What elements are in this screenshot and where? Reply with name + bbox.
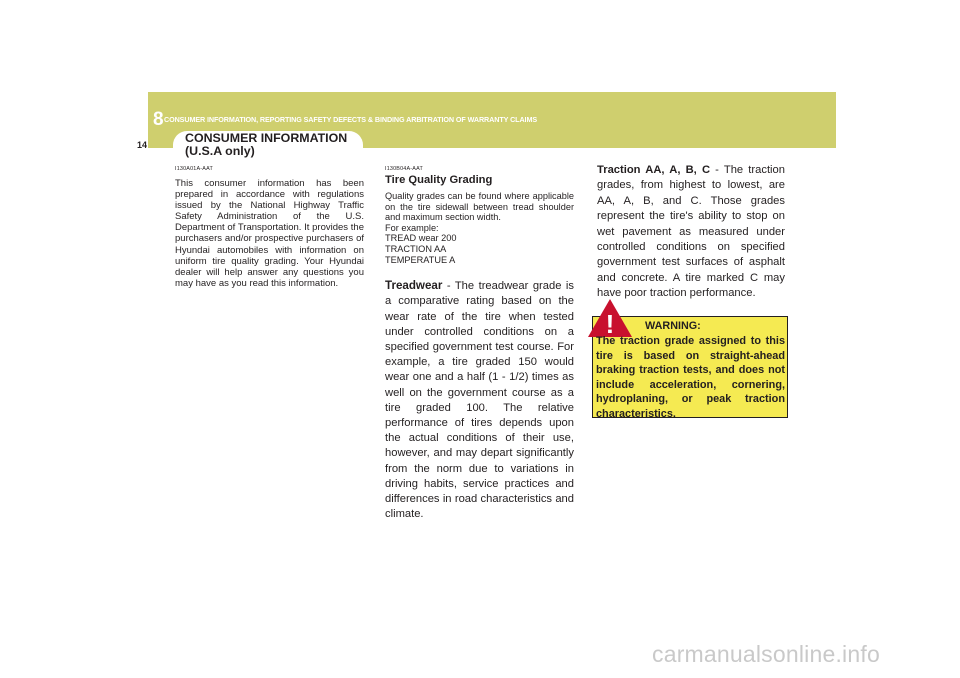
column-traction xyxy=(597,163,785,302)
treadwear-paragraph xyxy=(385,278,574,522)
watermark: carmanualsonline.info xyxy=(652,641,880,667)
section-code: I130B04A-AAT xyxy=(385,166,423,172)
chapter-number: 8 xyxy=(153,109,164,130)
svg-text:!: ! xyxy=(605,309,615,338)
section-title xyxy=(185,132,347,158)
tire-quality-intro: Quality grades can be found where applicable on the tire sidewall between tread shoulder and maximum section width. xyxy=(385,191,574,223)
tire-quality-heading: Tire Quality Grading xyxy=(385,174,493,186)
example-line-traction: TRACTION AA xyxy=(385,243,447,254)
example-line-temperature: TEMPERATUE A xyxy=(385,254,456,265)
page-number: 14 xyxy=(137,140,148,150)
chapter-title: CONSUMER INFORMATION, REPORTING SAFETY DEFECTS & BINDING ARBITRATION OF WARRANTY CLAIMS xyxy=(164,115,538,124)
example-label: For example: xyxy=(385,222,439,233)
column-consumer-info xyxy=(175,166,364,289)
treadwear-text: - The treadwear grade is a comparative rating based on the wear rate of the tire when tested under controlled conditions on a specified government test course. For example, a tire graded 150 would wear one and a half (1 - 1/2) times as well on the government course as a tire graded 100. The relative performance of tires depends upon the actual conditions of their use, however, and may depart significantly from the norm due to variations in driving habits, service practices and differences in road characteristics and climate. xyxy=(385,280,574,521)
warning-title: WARNING: xyxy=(645,320,701,332)
consumer-info-paragraph: This consumer information has been prepared in accordance with regulations issued by the National Highway Traffic Safety Administration of the U.S. Department of Transportation. It provides the purchasers and/or prospective purchasers of Hyundai automobiles with information on uniform tire quality grading. Your Hyundai dealer will help answer any questions you may have as you read this information. xyxy=(175,178,364,289)
section-code: I130A01A-AAT xyxy=(175,166,213,172)
warning-triangle-icon xyxy=(587,298,633,338)
treadwear-term: Treadwear xyxy=(385,279,443,293)
warning-text: The traction grade assigned to this tire is based on straight-ahead braking traction tests, and does not include acceleration, cornering, hydroplaning, or peak traction characteristics. xyxy=(596,335,785,420)
column-tire-quality xyxy=(385,166,574,522)
traction-text: - The traction grades, from highest to lowest, are AA, A, B, and C. Those grades represent the tire's ability to stop on wet pavement as measured under controlled conditions on specified government test surfaces of asphalt and concrete. A tire marked C may have poor traction performance. xyxy=(597,164,785,300)
section-title-line1: CONSUMER INFORMATION xyxy=(185,131,348,145)
example-line-treadwear: TREAD wear 200 xyxy=(385,233,457,244)
traction-paragraph xyxy=(597,163,785,302)
section-title-line2: (U.S.A only) xyxy=(185,144,255,158)
traction-term: Traction AA, A, B, C xyxy=(597,164,711,176)
